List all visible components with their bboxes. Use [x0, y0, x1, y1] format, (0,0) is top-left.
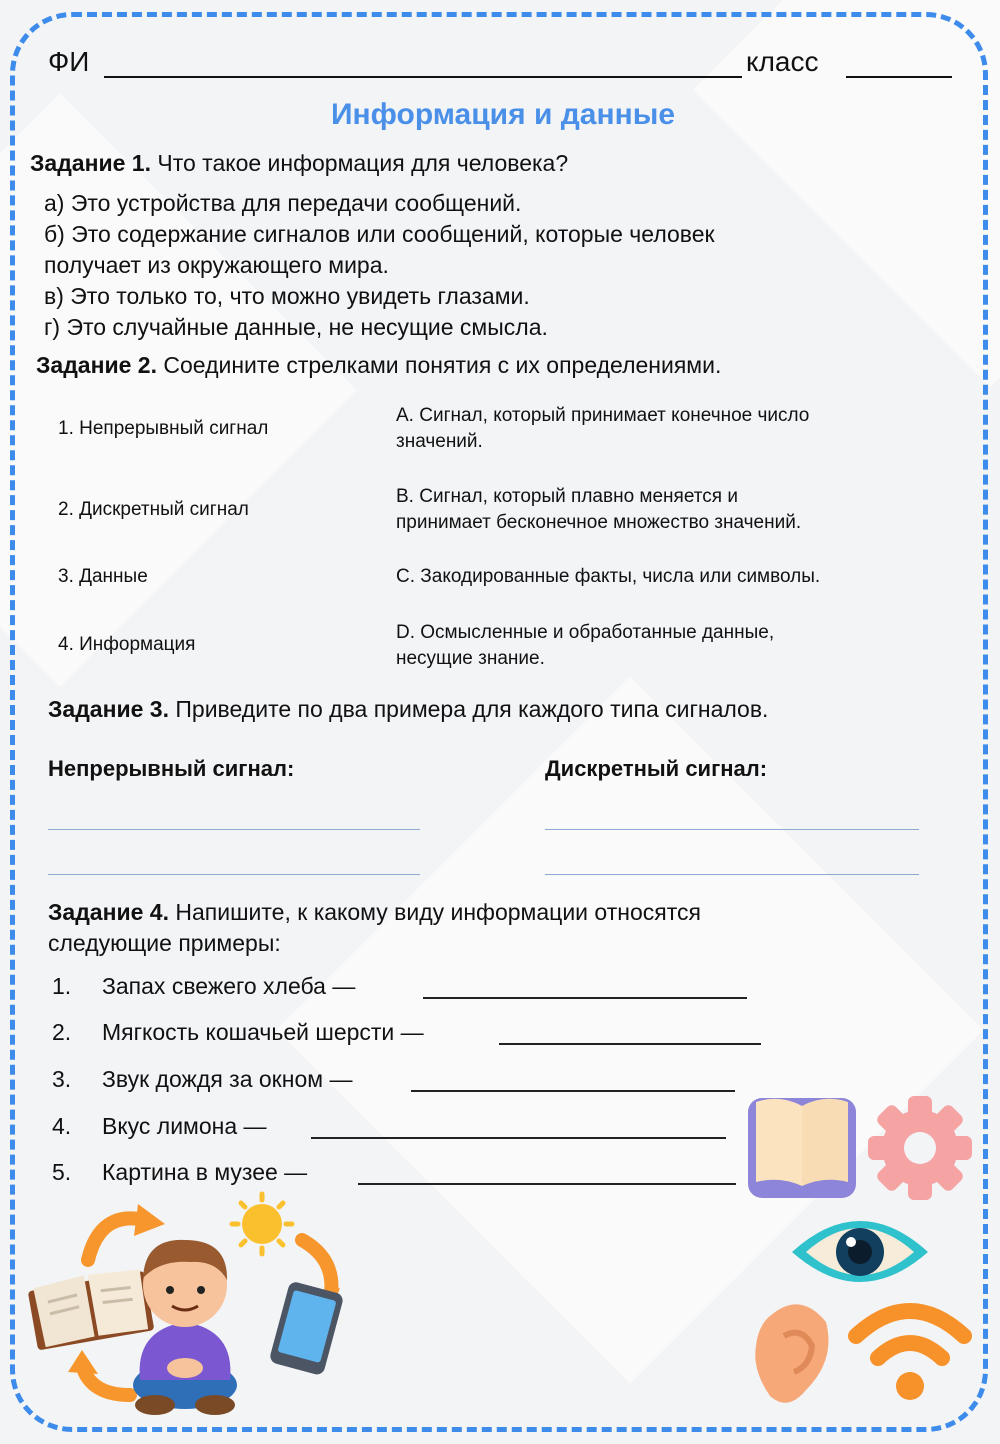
continuous-answer-1[interactable] [48, 829, 420, 830]
task2-label: Задание 2. [36, 352, 157, 378]
item-number: 1. [52, 973, 72, 999]
child-learning-illustration [20, 1190, 350, 1430]
discrete-heading: Дискретный сигнал: [545, 756, 768, 781]
item-text: Запах свежего хлеба — [102, 973, 356, 999]
answer-field-5[interactable] [358, 1183, 736, 1185]
task1-label: Задание 1. [30, 150, 151, 176]
concept-3[interactable]: 3. Данные [58, 566, 148, 587]
item-number: 2. [52, 1019, 72, 1045]
task3-question: Приведите по два примера для каждого типа сигналов. [169, 696, 769, 722]
example-2 [52, 1019, 424, 1046]
definition-d[interactable] [396, 620, 774, 672]
eye-icon [792, 1221, 928, 1282]
definition-a-line2: значений. [396, 431, 483, 452]
concept-2[interactable]: 2. Дискретный сигнал [58, 499, 249, 520]
answer-field-2[interactable] [499, 1043, 761, 1045]
task4-question-cont: следующие примеры: [48, 930, 281, 956]
wifi-icon [856, 1311, 964, 1400]
example-5 [52, 1159, 308, 1186]
task3-label: Задание 3. [48, 696, 169, 722]
task1-options [44, 188, 944, 343]
definition-b-line2: принимает бесконечное множество значений. [396, 512, 802, 533]
answer-field-4[interactable] [311, 1137, 726, 1139]
item-text: Мягкость кошачьей шерсти — [102, 1019, 424, 1045]
item-text: Звук дождя за окном — [102, 1066, 353, 1092]
ear-icon [755, 1304, 828, 1402]
definition-d-line2: несущие знание. [396, 648, 545, 669]
discrete-answer-1[interactable] [545, 829, 919, 830]
task2-question: Соедините стрелками понятия с их определениями. [157, 352, 722, 378]
class-label: класс [746, 46, 819, 77]
option-b[interactable]: б) Это содержание сигналов или сообщений, которые человек [44, 221, 715, 247]
item-text: Вкус лимона — [102, 1113, 267, 1139]
example-4 [52, 1113, 267, 1140]
definition-a[interactable] [396, 403, 809, 455]
tablet-icon [269, 1281, 345, 1377]
item-number: 3. [52, 1066, 72, 1092]
open-book-icon [748, 1098, 856, 1198]
definition-a-line1: A. Сигнал, который принимает конечное число [396, 405, 810, 426]
task1-question: Что такое информация для человека? [151, 150, 569, 176]
name-field[interactable] [104, 76, 742, 78]
task3-heading [48, 696, 768, 723]
task4-label: Задание 4. [48, 899, 169, 925]
class-field[interactable] [846, 76, 952, 78]
gear-icon [868, 1096, 972, 1200]
page-title: Информация и данные [330, 98, 676, 131]
item-number: 5. [52, 1159, 72, 1185]
answer-field-1[interactable] [423, 997, 747, 999]
option-a[interactable]: а) Это устройства для передачи сообщений. [44, 190, 522, 216]
concept-1[interactable]: 1. Непрерывный сигнал [58, 418, 269, 439]
example-3 [52, 1066, 353, 1093]
name-class-row [48, 44, 958, 84]
task4-question: Напишите, к какому виду информации относятся [169, 899, 701, 925]
continuous-answer-2[interactable] [48, 874, 420, 875]
definition-b-line1: B. Сигнал, который плавно меняется и [396, 486, 738, 507]
option-v[interactable]: в) Это только то, что можно увидеть глазами. [44, 283, 530, 309]
definition-b[interactable] [396, 484, 801, 536]
example-1 [52, 973, 356, 1000]
definition-c-line1: C. Закодированные факты, числа или символы. [396, 566, 821, 587]
definition-d-line1: D. Осмысленные и обработанные данные, [396, 622, 775, 643]
concept-4[interactable]: 4. Информация [58, 634, 196, 655]
discrete-answer-2[interactable] [545, 874, 919, 875]
name-label: ФИ [48, 46, 90, 77]
task1-heading [30, 150, 568, 177]
sun-icon [232, 1194, 292, 1254]
definition-c[interactable] [396, 564, 820, 590]
answer-field-3[interactable] [411, 1090, 735, 1092]
task4-heading [48, 897, 701, 959]
continuous-heading: Непрерывный сигнал: [48, 756, 295, 781]
option-g[interactable]: г) Это случайные данные, не несущие смысла. [44, 314, 548, 340]
option-b-cont: получает из окружающего мира. [44, 252, 389, 278]
book-icon [27, 1265, 155, 1350]
item-text: Картина в музее — [102, 1159, 308, 1185]
item-number: 4. [52, 1113, 72, 1139]
task2-heading [36, 352, 721, 379]
senses-illustration [740, 1090, 980, 1430]
